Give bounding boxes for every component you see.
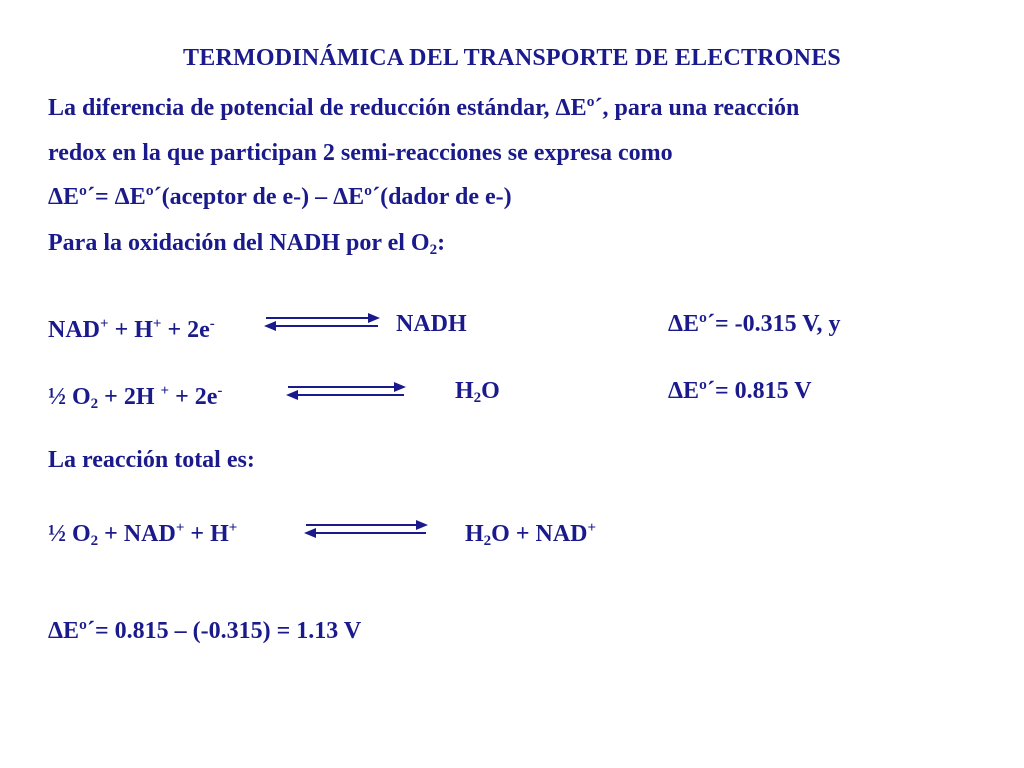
r2-e-charge: - bbox=[217, 383, 223, 399]
rt-o-subscript: 2 bbox=[90, 533, 99, 549]
r1-h-charge: + bbox=[152, 316, 162, 332]
rt-nad: + NAD bbox=[98, 521, 176, 547]
rt-nad-charge: + bbox=[175, 520, 185, 536]
r2-o-subscript: 2 bbox=[90, 396, 99, 412]
r1-nad: NAD bbox=[48, 317, 100, 343]
intro-line-1: La diferencia de potencial de reducción estándar, ΔEº´, para una reacción bbox=[48, 95, 800, 121]
r1-e-charge: - bbox=[209, 316, 215, 332]
slide-title: TERMODINÁMICA DEL TRANSPORTE DE ELECTRONES bbox=[183, 45, 841, 71]
rt-product-h: H bbox=[465, 521, 484, 547]
r2-product-h: H bbox=[455, 378, 474, 404]
r2-product-subscript: 2 bbox=[473, 390, 482, 406]
total-reaction-label: La reacción total es: bbox=[48, 447, 255, 473]
reaction-1-product: NADH bbox=[396, 311, 467, 337]
potential-formula: ΔEº´= ΔEº´(aceptor de e-) – ΔEº´(dador de e-) bbox=[48, 184, 512, 210]
nadh-oxidation-intro bbox=[48, 229, 445, 264]
equilibrium-arrow-icon bbox=[284, 380, 408, 402]
r1-nad-charge: + bbox=[100, 316, 109, 332]
equilibrium-arrow-icon bbox=[302, 518, 430, 540]
reaction-1-potential: ΔEº´= -0.315 V, y bbox=[668, 311, 841, 337]
reaction-2-product bbox=[455, 377, 500, 412]
intro-line-2: redox en la que participan 2 semi-reacciones se expresa como bbox=[48, 140, 673, 166]
reaction-2-potential: ΔEº´= 0.815 V bbox=[668, 378, 812, 404]
equilibrium-arrow-icon bbox=[262, 311, 382, 333]
reaction-2-reactants bbox=[48, 377, 222, 418]
r2-product-o: O bbox=[481, 378, 500, 404]
r2-half-o: ½ O bbox=[48, 384, 91, 410]
rt-product-rest: O + NAD bbox=[491, 521, 588, 547]
nadh-intro-colon: : bbox=[437, 230, 446, 256]
r1-h: + H bbox=[108, 317, 153, 343]
rt-product-charge: + bbox=[587, 520, 597, 536]
r2-h: + 2H bbox=[98, 384, 161, 410]
r1-e: + 2e bbox=[161, 317, 210, 343]
r2-e: + 2e bbox=[169, 384, 218, 410]
rt-h: + H bbox=[184, 521, 229, 547]
result-equation: ΔEº´= 0.815 – (-0.315) = 1.13 V bbox=[48, 618, 362, 644]
rt-half-o: ½ O bbox=[48, 521, 91, 547]
nadh-intro-text: Para la oxidación del NADH por el O bbox=[48, 230, 430, 256]
reaction-1-reactants bbox=[48, 310, 215, 344]
r2-h-charge: + bbox=[160, 383, 170, 399]
total-reaction-products bbox=[465, 514, 596, 555]
total-reaction-reactants bbox=[48, 514, 237, 555]
nadh-intro-subscript: 2 bbox=[429, 242, 438, 258]
rt-product-subscript: 2 bbox=[483, 533, 492, 549]
rt-h-charge: + bbox=[228, 520, 238, 536]
